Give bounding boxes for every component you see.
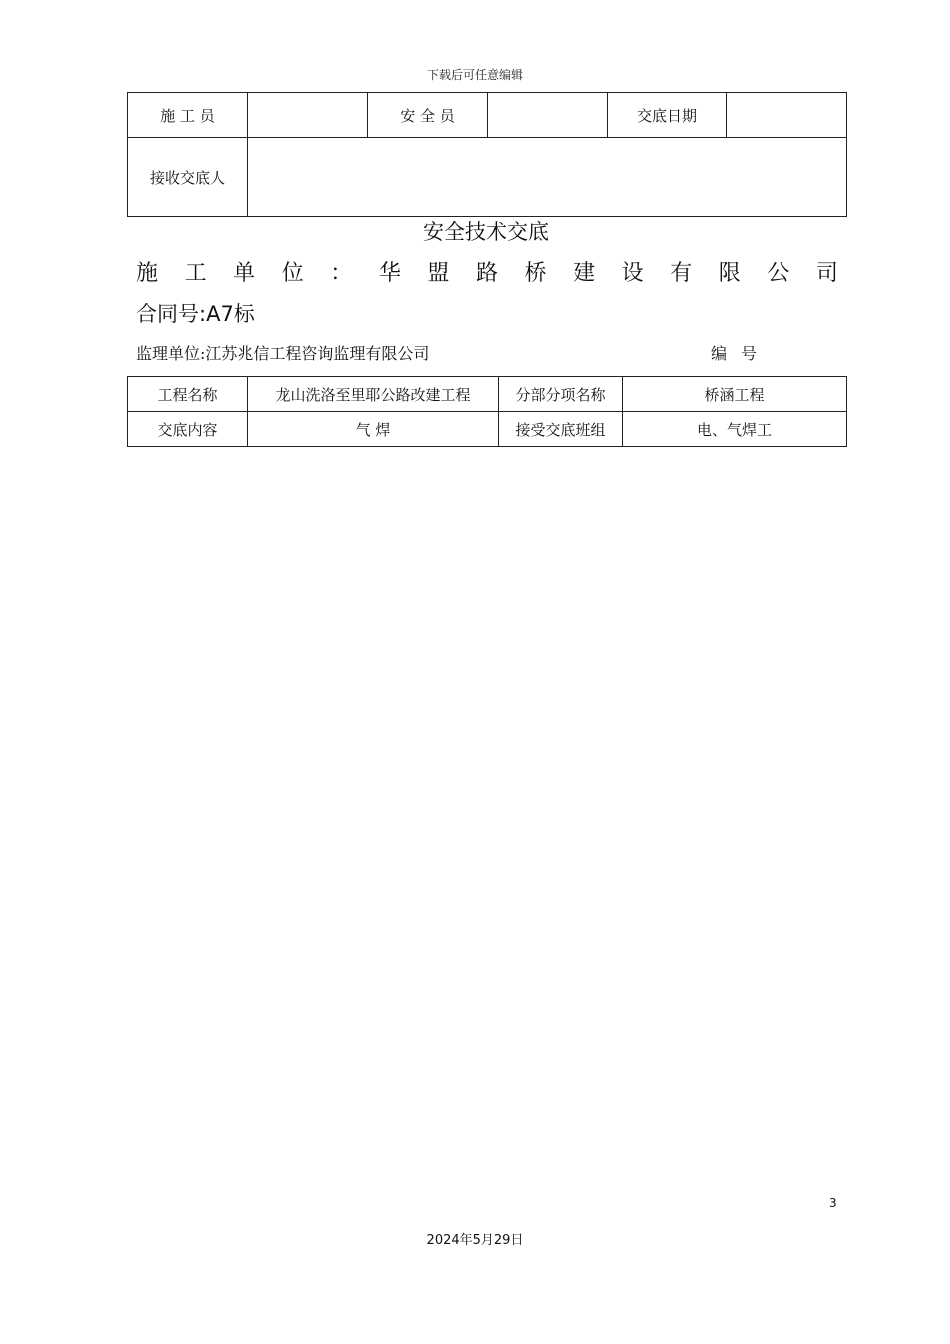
team-value: 电、气焊工 [623, 412, 847, 447]
builder-label: 施 工 员 [128, 93, 248, 138]
unit-char: 设 [621, 261, 644, 286]
unit-char: 华 [378, 261, 401, 286]
briefing-date-label: 交底日期 [608, 93, 727, 138]
number-label: 编号 [711, 344, 772, 363]
safety-officer-label: 安 全 员 [368, 93, 488, 138]
receiver-value [248, 138, 847, 217]
unit-char: 有 [670, 261, 693, 286]
unit-char: 工 [184, 261, 207, 286]
document-title: 安全技术交底 [423, 220, 549, 244]
briefing-date-value [727, 93, 847, 138]
footer-date: 2024年5月29日 [426, 1233, 524, 1248]
unit-char: ： [330, 261, 353, 286]
unit-char: 限 [718, 261, 741, 286]
project-name-value: 龙山洗洛至里耶公路改建工程 [248, 377, 499, 412]
subproject-label: 分部分项名称 [499, 377, 623, 412]
contract-number: 合同号:A7标 [136, 302, 255, 326]
unit-char: 位 [281, 261, 304, 286]
receiver-label: 接收交底人 [128, 138, 248, 217]
content-label: 交底内容 [128, 412, 248, 447]
project-name-label: 工程名称 [128, 377, 248, 412]
unit-char: 盟 [427, 261, 450, 286]
builder-value [248, 93, 368, 138]
header-note: 下载后可任意编辑 [426, 68, 523, 82]
unit-char: 单 [233, 261, 256, 286]
project-info-table [127, 376, 847, 447]
safety-officer-value [488, 93, 608, 138]
unit-char: 建 [573, 261, 596, 286]
unit-char: 司 [815, 261, 838, 286]
unit-char: 公 [767, 261, 790, 286]
construction-unit-line [136, 256, 838, 287]
subproject-value: 桥涵工程 [623, 377, 847, 412]
unit-char: 施 [136, 261, 159, 286]
content-value: 气 焊 [248, 412, 499, 447]
page-number: 3 [829, 1196, 837, 1210]
sign-table [127, 92, 847, 217]
unit-char: 桥 [524, 261, 547, 286]
unit-char: 路 [475, 261, 498, 286]
team-label: 接受交底班组 [499, 412, 623, 447]
supervision-unit: 监理单位:江苏兆信工程咨询监理有限公司 [136, 344, 430, 363]
